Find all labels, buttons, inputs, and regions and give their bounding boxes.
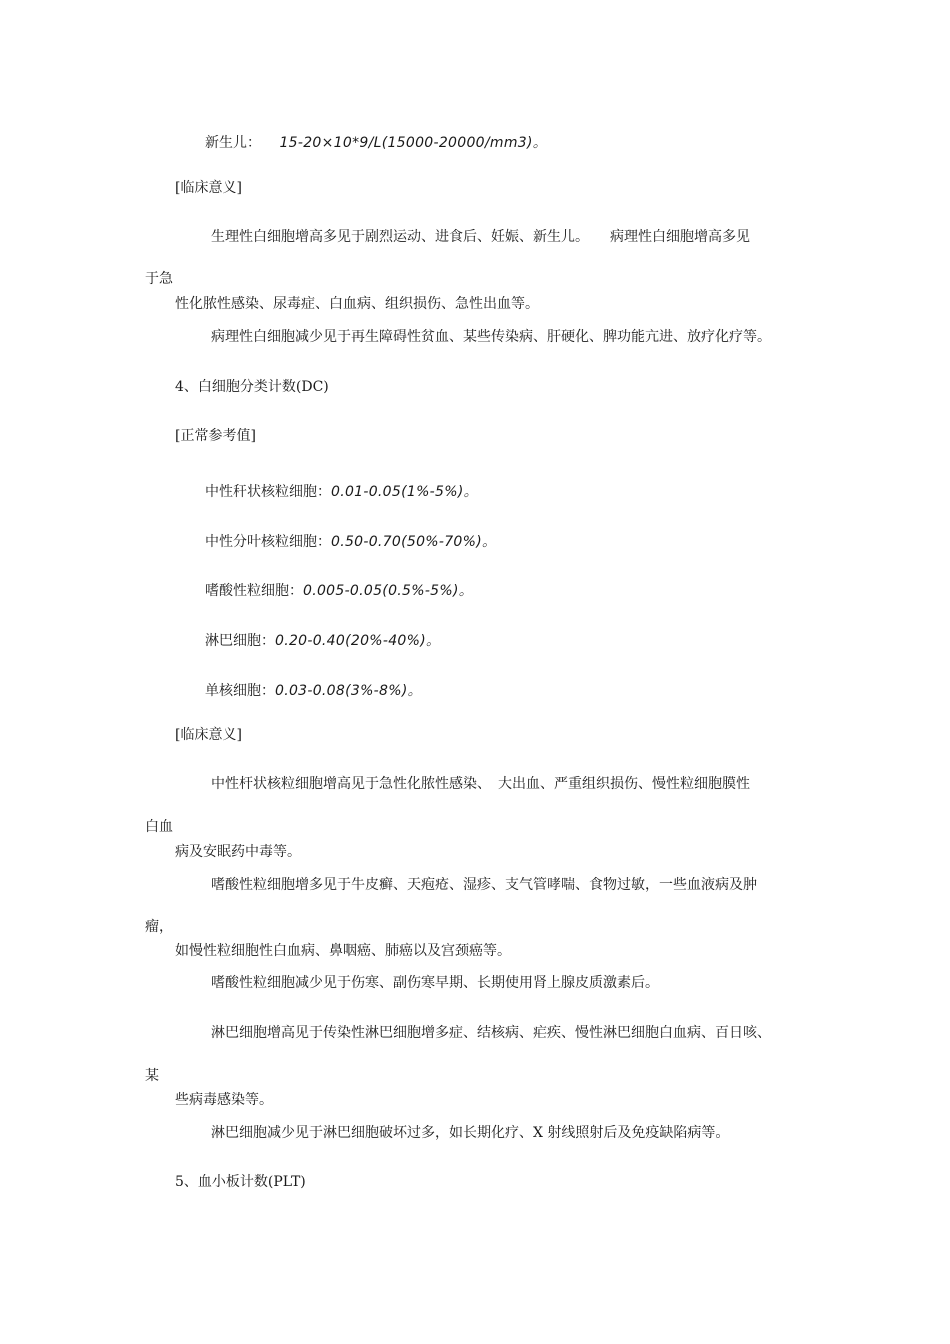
newborn-value: 15-20×10*9/L(15000-20000/mm3)。 (279, 135, 548, 151)
paragraph-lymphocyte-decrease: 淋巴细胞减少见于淋巴细胞破坏过多，如长期化疗、X 射线照射后及免疫缺陷病等。 (211, 1125, 730, 1141)
heading-platelet-count: 5、血小板计数(PLT) (175, 1174, 306, 1190)
reference-label: 单核细胞： (205, 683, 275, 699)
reference-label: 中性秆状核粒细胞： (205, 484, 331, 500)
newborn-reference-line (205, 133, 547, 153)
paragraph-wrap-fragment: 瘤， (145, 919, 173, 935)
section-normal-reference: [正常参考值] (175, 428, 256, 444)
reference-segmented-neutrophil (205, 532, 496, 552)
reference-value: 0.01-0.05(1%-5%)。 (331, 484, 478, 500)
reference-label: 中性分叶核粒细胞： (205, 534, 331, 550)
reference-value: 0.20-0.40(20%-40%)。 (275, 633, 441, 649)
reference-monocyte (205, 681, 422, 701)
reference-value: 0.005-0.05(0.5%-5%)。 (303, 583, 474, 599)
reference-value: 0.03-0.08(3%-8%)。 (275, 683, 422, 699)
reference-lymphocyte (205, 631, 440, 651)
paragraph-continuation: 如慢性粒细胞性白血病、鼻咽癌、肺癌以及宫颈癌等。 (175, 943, 511, 959)
reference-eosinophil (205, 581, 473, 601)
reference-label: 淋巴细胞： (205, 633, 275, 649)
paragraph-wrap-fragment: 某 (145, 1068, 159, 1084)
paragraph-eosinophil-increase: 嗜酸性粒细胞增多见于牛皮癣、天疱疮、湿疹、支气管哮喘、食物过敏，一些血液病及肿 (211, 877, 757, 893)
reference-band-neutrophil (205, 482, 478, 502)
paragraph-eosinophil-decrease: 嗜酸性粒细胞减少见于伤寒、副伤寒早期、长期使用肾上腺皮质激素后。 (211, 975, 659, 991)
heading-differential-count: 4、白细胞分类计数(DC) (175, 379, 329, 395)
paragraph-continuation: 些病毒感染等。 (175, 1092, 273, 1108)
paragraph-pathological-decrease: 病理性白细胞减少见于再生障碍性贫血、某些传染病、肝硬化、脾功能亢进、放疗化疗等。 (211, 329, 771, 345)
paragraph-physiological-increase: 生理性白细胞增高多见于剧烈运动、进食后、妊娠、新生儿。 病理性白细胞增高多见 (211, 229, 750, 245)
section-clinical-significance-2: [临床意义] (175, 727, 242, 743)
paragraph-wrap-fragment: 白血 (145, 819, 173, 835)
section-clinical-significance-1: [临床意义] (175, 180, 242, 196)
paragraph-wrap-fragment: 于急 (145, 271, 173, 287)
paragraph-continuation: 病及安眠药中毒等。 (175, 844, 301, 860)
paragraph-band-neutrophil-increase: 中性杆状核粒细胞增高见于急性化脓性感染、 大出血、严重组织损伤、慢性粒细胞膜性 (211, 776, 750, 792)
paragraph-continuation: 性化脓性感染、尿毒症、白血病、组织损伤、急性出血等。 (175, 296, 539, 312)
newborn-label: 新生儿： (205, 135, 261, 151)
reference-label: 嗜酸性粒细胞： (205, 583, 303, 599)
paragraph-lymphocyte-increase: 淋巴细胞增高见于传染性淋巴细胞增多症、结核病、疟疾、慢性淋巴细胞白血病、百日咳、 (211, 1025, 771, 1041)
reference-value: 0.50-0.70(50%-70%)。 (331, 534, 497, 550)
